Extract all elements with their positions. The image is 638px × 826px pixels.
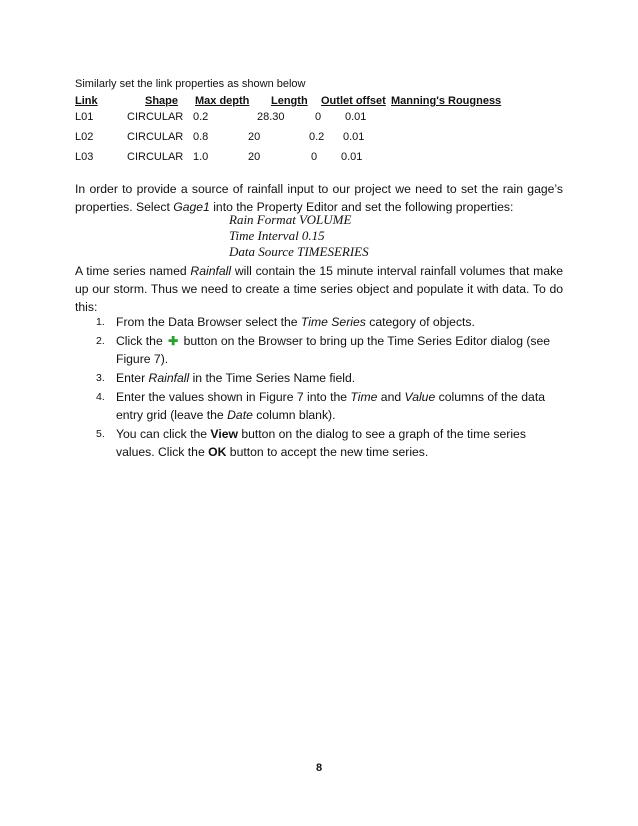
steps-list [92,313,564,462]
step-emphasis: Rainfall [148,371,190,385]
property-rain-format: Rain Format VOLUME [229,212,352,227]
rain-gage-paragraph [75,180,563,216]
step-emphasis: Time [350,390,378,404]
step-text: You can click the [116,427,211,441]
header-outlet-offset: Outlet offset [321,95,386,107]
header-length: Length [271,95,308,107]
cell-length: 28.30 [257,111,285,123]
cell-length: 20 [248,131,261,143]
time-series-name: Rainfall [190,264,232,278]
cell-outlet-offset: 0 [315,111,322,123]
para1-text: In order to provide a source of rainfall input to our project we need to set the rain gage’s properties. Select [75,182,563,214]
step-emphasis: Value [404,390,436,404]
step-emphasis: Date [227,408,253,422]
table-row [75,131,515,151]
step-emphasis: Time Series [300,315,366,329]
table-row [75,111,515,131]
step-text: and [377,390,405,404]
link-properties-table [75,95,515,171]
step-number: 5. [96,428,105,440]
cell-mannings: 0.01 [345,111,367,123]
cell-link: L01 [75,111,94,123]
list-item [92,425,564,461]
cell-link: L02 [75,131,94,143]
step-text: column blank). [252,408,336,422]
step-text: Enter the values shown in Figure 7 into the [116,390,351,404]
property-time-interval: Time Interval 0.15 [229,228,325,243]
para2-text-end: will contain the 15 minute interval rainfall volumes that make up our storm. Thus we need to create a time series object and populate it with data. To do this: [75,264,563,314]
para1-text-end: into the Property Editor and set the following properties: [209,200,514,214]
cell-max-depth: 0.2 [193,111,209,123]
cell-max-depth: 1.0 [193,151,209,163]
cell-mannings: 0.01 [343,131,365,143]
header-shape: Shape [145,95,179,107]
list-item [92,388,564,424]
step-text: button on the dialog to see a graph of the time series values. Click the [116,427,526,459]
step-number: 4. [96,391,105,403]
step-text: in the Time Series Name field. [189,371,356,385]
gage-properties [229,212,369,260]
plus-icon: ✚ [168,334,179,348]
step-text: columns of the data entry grid (leave the [116,390,545,422]
step-text: From the Data Browser select the [116,315,301,329]
para2-text: A time series named [75,264,191,278]
time-series-paragraph [75,262,563,316]
intro-line: Similarly set the link properties as shown below [75,78,306,90]
cell-length: 20 [248,151,261,163]
cell-outlet-offset: 0.2 [309,131,325,143]
step-strong: OK [208,445,227,459]
page-number: 8 [315,762,323,774]
table-row [75,151,515,171]
step-text: Enter [116,371,149,385]
list-item [92,332,564,368]
cell-mannings: 0.01 [341,151,363,163]
step-number: 3. [96,372,105,384]
step-number: 2. [96,335,105,347]
list-item [92,313,564,331]
header-link: Link [75,95,98,107]
step-text: button to accept the new time series. [226,445,429,459]
cell-shape: CIRCULAR [127,151,184,163]
gage-name: Gage1 [173,200,210,214]
cell-link: L03 [75,151,94,163]
step-text: category of objects. [365,315,475,329]
step-number: 1. [96,316,105,328]
header-mannings: Manning's Rougness [391,95,502,107]
cell-max-depth: 0.8 [193,131,209,143]
property-data-source: Data Source TIMESERIES [229,244,369,259]
step-text: Click the [116,334,167,348]
cell-outlet-offset: 0 [311,151,318,163]
cell-shape: CIRCULAR [127,111,184,123]
cell-shape: CIRCULAR [127,131,184,143]
header-max-depth: Max depth [195,95,250,107]
step-text: button on the Browser to bring up the Time Series Editor dialog (see Figure 7). [116,334,551,366]
list-item [92,369,564,387]
step-strong: View [210,427,238,441]
table-header-row [75,95,515,111]
